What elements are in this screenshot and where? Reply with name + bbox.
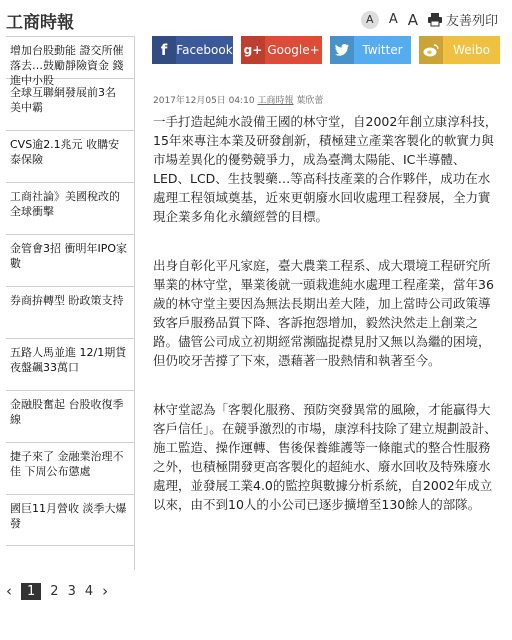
pager-page[interactable]: 4 — [84, 583, 94, 599]
share-twitter-label: Twitter — [362, 43, 403, 57]
pager-page-current[interactable]: 1 — [21, 583, 41, 600]
weibo-icon — [419, 36, 443, 64]
print-label: 友善列印 — [445, 14, 498, 29]
share-bar — [152, 36, 500, 64]
sidebar-news-item[interactable]: 券商拚轉型 盼政策支持 — [6, 286, 134, 338]
article-date: 2017年12月05日 04:10 — [153, 96, 255, 106]
article-meta — [153, 93, 323, 106]
sidebar-news-item[interactable]: CVS逾2.1兆元 收購安泰保險 — [6, 130, 134, 182]
sidebar-news-item[interactable]: 五路人馬並進 12/1期貨夜盤飆33萬口 — [6, 338, 134, 390]
sidebar-news-item[interactable]: 金管會3招 衝明年IPO家數 — [6, 234, 134, 286]
article-body — [153, 112, 498, 544]
site-brand[interactable]: 工商時報 — [6, 13, 74, 33]
twitter-icon — [330, 36, 354, 64]
pager-prev-button[interactable]: ‹ — [6, 582, 12, 600]
print-button[interactable] — [428, 10, 498, 29]
pager-next-button[interactable]: › — [102, 582, 109, 600]
article-paragraph: 林守堂認為「客製化服務、預防突發異常的風險，才能贏得大客戶信任」。在競爭激烈的市場，康淳科技除了建立規劃設計、施工監造、操作運轉、售後保養維護等一條龍式的整合性服務之外，也積極開發更高客製化的超純水、廢水回收及特殊廢水處理，並發展工業4.0的監控與數據分析系統，自2002年成立以來，由不到10人的小公司已逐步擴增至130餘人的部隊。 — [153, 402, 497, 512]
share-weibo-label: Weibo — [453, 43, 490, 57]
article-author: 葉欣蕾 — [296, 96, 324, 106]
share-facebook-label: Facebook — [176, 43, 233, 57]
share-twitter-button[interactable] — [330, 36, 411, 64]
sidebar-news-item[interactable]: 增加台股動能 證交所催落去…鼓勵靜險資金 錢進中小股 — [6, 36, 134, 78]
share-weibo-button[interactable] — [419, 36, 500, 64]
pager-page[interactable]: 3 — [67, 583, 76, 599]
sidebar-pagination — [6, 582, 108, 600]
font-size-small-button[interactable]: A — [361, 11, 379, 29]
sidebar-news-item[interactable]: 工商社論》美國稅改的全球衝擊 — [6, 182, 134, 234]
google-plus-icon: g+ — [241, 36, 265, 64]
share-google-label: Google+ — [267, 43, 320, 57]
related-news-sidebar — [6, 36, 135, 570]
font-size-large-button[interactable]: A — [407, 10, 418, 29]
pager-page[interactable]: 2 — [50, 583, 59, 599]
sidebar-news-item[interactable]: 捷子來了 金融業治理不佳 下周公布懲處 — [6, 442, 134, 494]
share-google-button[interactable] — [241, 36, 322, 64]
article-toolbar — [361, 10, 498, 29]
sidebar-news-item[interactable]: 金融股奮起 台股收復季線 — [6, 390, 134, 442]
sidebar-news-item[interactable]: 全球互聯網發展前3名 美中霸 — [6, 78, 134, 130]
article-paragraph: 一手打造起純水設備王國的林守堂，自2002年創立康淳科技，15年來專注本業及研發創新，積極建立產業客製化的軟實力與市場差異化的優勢競爭力，成為臺灣太陽能、IC半導體、LED、LCD、生技製藥…等高科技產業的合作夥伴，成功在水處理工程領域奠基，近來更朝廢水回收處理工程發展，全力實現企業多角化永續經營的目標。 — [153, 114, 498, 224]
share-facebook-button[interactable] — [152, 36, 233, 64]
facebook-icon: f — [152, 36, 176, 64]
font-size-medium-button[interactable]: A — [388, 12, 398, 27]
printer-icon — [428, 13, 442, 26]
article-source-link[interactable]: 工商時報 — [257, 96, 294, 106]
article-paragraph: 出身自彰化平凡家庭，臺大農業工程系、成大環境工程研究所畢業的林守堂，畢業後就一頭栽進純水處理工程產業，當年36歲的林守堂主要因為無法長期出差大陸，加上當時公司政策導致客戶服務品質下降、客訴抱怨增加，毅然決然走上創業之路。儘管公司成立初期經常瀕臨捉襟見肘又無以為繼的困境，但仍咬牙苦撐了下來，憑藉著一股熱情和執著至今。 — [153, 258, 494, 368]
sidebar-news-item[interactable]: 國巨11月營收 淡季大爆發 — [6, 494, 134, 546]
